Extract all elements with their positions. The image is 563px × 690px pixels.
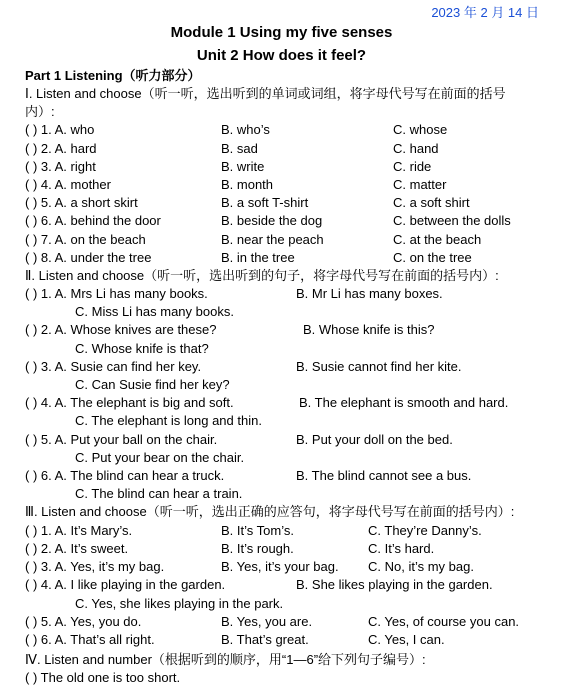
s1-q1-b: B. who’s — [221, 122, 270, 137]
s2-q2-c: C. Whose knife is that? — [75, 341, 209, 356]
s3-q4-b: B. She likes playing in the garden. — [296, 577, 493, 592]
s2-q6-a: ( ) 6. A. The blind can hear a truck. — [25, 468, 225, 483]
s1-q8-c: C. on the tree — [393, 250, 472, 265]
s1-q6-b: B. beside the dog — [221, 213, 323, 228]
s1-q8-a: ( ) 8. A. under the tree — [25, 250, 152, 265]
s3-q4-a: ( ) 4. A. I like playing in the garden. — [25, 577, 226, 592]
s2-q5-b: B. Put your doll on the bed. — [296, 432, 453, 447]
part-heading: Part 1 Listening（听力部分） — [25, 68, 201, 83]
s1-q8-b: B. in the tree — [221, 250, 295, 265]
s1-q7-b: B. near the peach — [221, 232, 324, 247]
s2-q1-a: ( ) 1. A. Mrs Li has many books. — [25, 286, 208, 301]
section-3-instruction: Ⅲ. Listen and choose（听一听，选出正确的应答句，将字母代号写在前面的括号内）: — [25, 504, 515, 519]
s2-q6-c: C. The blind can hear a train. — [75, 486, 243, 501]
unit-title: Unit 2 How does it feel? — [196, 47, 367, 64]
s1-q5-b: B. a soft T-shirt — [221, 195, 309, 210]
s1-q6-c: C. between the dolls — [393, 213, 511, 228]
s2-q2-b: B. Whose knife is this? — [303, 322, 435, 337]
date-label: 2023 年 2 月 14 日 — [431, 5, 539, 20]
s1-q3-c: C. ride — [393, 159, 432, 174]
s3-q6-b: B. That’s great. — [221, 632, 309, 647]
s1-q6-a: ( ) 6. A. behind the door — [25, 213, 161, 228]
s2-q2-a: ( ) 2. A. Whose knives are these? — [25, 322, 217, 337]
s1-q1-c: C. whose — [393, 122, 448, 137]
s3-q2-a: ( ) 2. A. It’s sweet. — [25, 541, 129, 556]
s3-q4-c: C. Yes, she likes playing in the park. — [75, 596, 284, 611]
s3-q6-c: C. Yes, I can. — [368, 632, 445, 647]
s1-q5-c: C. a soft shirt — [393, 195, 470, 210]
s4-item-1: ( ) The old one is too short. — [25, 670, 181, 685]
section-2-instruction: Ⅱ. Listen and choose（听一听，选出听到的句子，将字母代号写在前面的括号内）: — [25, 268, 499, 283]
s2-q3-a: ( ) 3. A. Susie can find her key. — [25, 359, 202, 374]
s2-q4-b: B. The elephant is smooth and hard. — [299, 395, 509, 410]
module-title: Module 1 Using my five senses — [170, 24, 393, 41]
s1-q7-a: ( ) 7. A. on the beach — [25, 232, 146, 247]
s2-q3-c: C. Can Susie find her key? — [75, 377, 230, 392]
s2-q4-a: ( ) 4. A. The elephant is big and soft. — [25, 395, 234, 410]
s3-q6-a: ( ) 6. A. That’s all right. — [25, 632, 155, 647]
s2-q1-c: C. Miss Li has many books. — [75, 304, 234, 319]
s3-q1-a: ( ) 1. A. It’s Mary’s. — [25, 523, 133, 538]
s1-q4-b: B. month — [221, 177, 274, 192]
s1-q4-a: ( ) 4. A. mother — [25, 177, 111, 192]
section-4-instruction: Ⅳ. Listen and number（根据听到的顺序，用“1—6”给下列句子编号）: — [25, 652, 426, 667]
s1-q7-c: C. at the beach — [393, 232, 482, 247]
s2-q1-b: B. Mr Li has many boxes. — [296, 286, 443, 301]
s3-q5-c: C. Yes, of course you can. — [368, 614, 520, 629]
s1-q3-a: ( ) 3. A. right — [25, 159, 96, 174]
s2-q4-c: C. The elephant is long and thin. — [75, 413, 262, 428]
s3-q2-c: C. It’s hard. — [368, 541, 435, 556]
s1-q5-a: ( ) 5. A. a short skirt — [25, 195, 138, 210]
s1-q3-b: B. write — [221, 159, 265, 174]
s3-q5-b: B. Yes, you are. — [221, 614, 313, 629]
section-1-instruction-cont: 内）: — [25, 104, 55, 119]
s2-q3-b: B. Susie cannot find her kite. — [296, 359, 462, 374]
s3-q3-a: ( ) 3. A. Yes, it’s my bag. — [25, 559, 165, 574]
s3-q3-b: B. Yes, it’s your bag. — [221, 559, 339, 574]
s1-q1-a: ( ) 1. A. who — [25, 122, 95, 137]
s1-q4-c: C. matter — [393, 177, 447, 192]
s3-q3-c: C. No, it’s my bag. — [368, 559, 474, 574]
s2-q5-a: ( ) 5. A. Put your ball on the chair. — [25, 432, 218, 447]
s1-q2-c: C. hand — [393, 141, 439, 156]
s2-q5-c: C. Put your bear on the chair. — [75, 450, 245, 465]
s1-q2-b: B. sad — [221, 141, 258, 156]
s3-q1-b: B. It’s Tom’s. — [221, 523, 294, 538]
s3-q1-c: C. They’re Danny’s. — [368, 523, 482, 538]
s2-q6-b: B. The blind cannot see a bus. — [296, 468, 472, 483]
s1-q2-a: ( ) 2. A. hard — [25, 141, 97, 156]
section-1-instruction: Ⅰ. Listen and choose（听一听，选出听到的单词或词组，将字母代号写在前面的括号 — [25, 86, 506, 101]
s3-q2-b: B. It’s rough. — [221, 541, 294, 556]
s3-q5-a: ( ) 5. A. Yes, you do. — [25, 614, 142, 629]
